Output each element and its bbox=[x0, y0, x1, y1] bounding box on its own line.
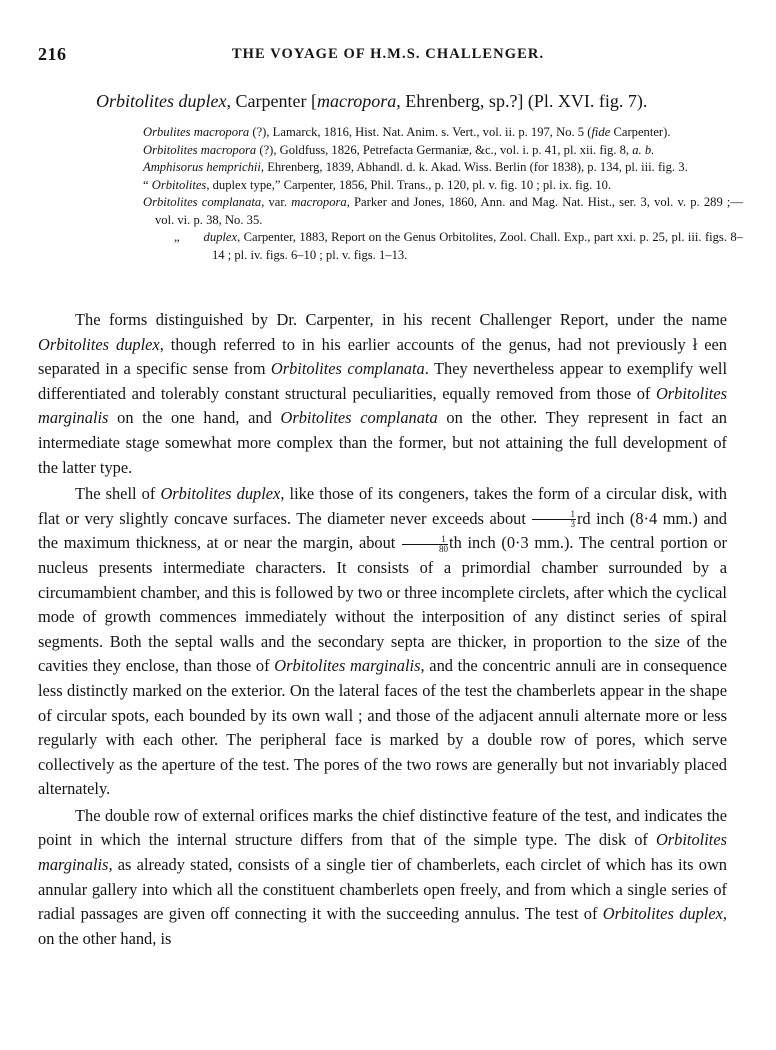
paragraph-2 bbox=[38, 482, 727, 802]
synonym-name: duplex bbox=[203, 230, 238, 244]
taxon-name: Orbitolites marginalis bbox=[38, 383, 727, 428]
ditto-mark: „ bbox=[174, 230, 180, 244]
page-number: 216 bbox=[38, 44, 67, 64]
paragraph-1 bbox=[38, 308, 727, 480]
fraction-denominator: 80 bbox=[439, 544, 449, 555]
synonymy-list bbox=[143, 124, 743, 264]
taxon-name: Orbitolites complanata bbox=[270, 359, 425, 379]
synonym-citation-end: Carpenter). bbox=[610, 125, 671, 139]
text-run: , as already stated, consists of a single tier of chamberlets, each circlet of which has its own annular gallery into which all the constituent chamberlets open freely, and from which a single series of radial passages are given off connecting it with the succeeding annulus. The test of bbox=[38, 855, 727, 924]
synonym-citation: , Carpenter, 1883, Report on the Genus Orbitolites, Zool. Chall. Exp., part xxi. p. 25, pl. iii. figs. 8–14 ; pl. iv. figs. 6–10 ; pl. v. figs. 1–13. bbox=[212, 230, 743, 262]
text-run: th inch (0·3 mm.). The central portion or nucleus presents intermediate characters. It consists of a primordial chamber surrounded by a circumambient chamber, and this is followed by two or three incomplete circlets, after which the cyclical mode of growth commences immediately without the interposition of any distinct series of spiral segments. Both the septal walls and the secondary septa are thicker, in proportion to the size of the cavities they enclose, than those of bbox=[38, 533, 727, 676]
synonymy-entry bbox=[143, 124, 743, 142]
synonymy-entry bbox=[143, 194, 743, 229]
synonym-citation: (?), Lamarck, 1816, Hist. Nat. Anim. s. Vert., vol. ii. p. 197, No. 5 ( bbox=[249, 125, 592, 139]
text-run: The forms distinguished by Dr. Carpenter, in his recent Challenger Report, under the name bbox=[75, 310, 727, 329]
fraction-denominator: 3 bbox=[570, 519, 575, 530]
taxon-name: Orbitolites duplex bbox=[602, 904, 723, 924]
running-head bbox=[38, 44, 738, 66]
synonym-fide: fide bbox=[591, 125, 611, 139]
text-run: on the one hand, and bbox=[108, 408, 281, 428]
synonym-citation: , Ehrenberg, 1839, Abhandl. d. k. Akad. Wiss. Berlin (for 1838), p. 134, pl. iii. fig. 3. bbox=[260, 160, 688, 174]
taxon-name: Orbitolites complanata bbox=[280, 408, 438, 428]
text-run: . They nevertheless appear to exemplify well differentiated and tolerably constant structural peculiarities, equally removed from those of bbox=[38, 359, 727, 403]
species-name: Orbitolites duplex bbox=[96, 91, 227, 111]
fraction-one-eightieth bbox=[402, 535, 448, 554]
synonym-name: Orbitolites bbox=[151, 177, 207, 192]
text-run: on the other. They represent in fact an intermediate stage somewhat more complex than the former, but not attaining the full development of the latter type. bbox=[38, 408, 727, 477]
synonym-citation: (?), Goldfuss, 1826, Petrefacta Germaniæ, &c., vol. i. p. 41, pl. xii. fig. 8, bbox=[256, 142, 633, 157]
synonym-name: Orbitolites complanata bbox=[143, 195, 262, 209]
synonymy-entry bbox=[143, 142, 743, 160]
synonym-name: Orbulites macropora bbox=[143, 125, 250, 139]
text-run: The shell of bbox=[75, 484, 161, 504]
synonymy-entry bbox=[143, 229, 743, 264]
taxon-name: Orbitolites duplex bbox=[38, 334, 160, 354]
text-run: , like those of its congeners, takes the form of a circular disk, with flat or very slightly concave surfaces. The diameter never exceeds about bbox=[38, 484, 727, 528]
synonym-variety: macropora bbox=[291, 195, 347, 209]
synonym-name: Amphisorus hemprichii bbox=[143, 160, 261, 174]
fraction-numerator: 1 bbox=[532, 510, 576, 520]
synonym-open-quote: “ bbox=[143, 177, 152, 192]
text-run: The double row of external orifices marks the chief distinctive feature of the test, and indicates the point in which the internal structure differs from that of the simple type. The disk of bbox=[38, 805, 727, 850]
synonym-figure-letters: a. b. bbox=[632, 142, 655, 157]
taxon-name: Orbitolites duplex bbox=[160, 484, 281, 504]
text-run: , though referred to in his earlier accounts of the genus, had not previously ł een separated in a specific sense from bbox=[38, 334, 727, 379]
species-author-pre: , Carpenter [ bbox=[226, 91, 317, 111]
synonym-citation: , var. bbox=[261, 195, 292, 209]
synonym-citation: , duplex type,” Carpenter, 1856, Phil. Trans., p. 120, pl. v. fig. 10 ; pl. ix. fig. 10. bbox=[206, 177, 612, 192]
taxon-name: Orbitolites marginalis bbox=[38, 830, 727, 875]
species-synonym: macropora bbox=[316, 91, 397, 111]
synonym-citation-end: , Parker and Jones, 1860, Ann. and Mag. Nat. Hist., ser. 3, vol. v. p. 289 ;—vol. vi. p. 38, No. 35. bbox=[155, 195, 744, 227]
paragraph-3 bbox=[38, 804, 727, 952]
fraction-one-third bbox=[532, 510, 576, 529]
species-heading bbox=[96, 91, 736, 112]
taxon-name: Orbitolites marginalis bbox=[274, 656, 421, 676]
text-run: rd inch (8·4 mm.) and the maximum thickness, at or near the margin, about bbox=[38, 508, 727, 553]
synonymy-entry bbox=[143, 159, 743, 177]
species-author-post: , Ehrenberg, sp.?] (Pl. XVI. fig. 7). bbox=[396, 91, 648, 111]
fraction-numerator: 1 bbox=[402, 535, 448, 545]
text-run: , on the other hand, is bbox=[38, 904, 727, 948]
body-text bbox=[38, 308, 727, 953]
synonymy-entry bbox=[143, 177, 743, 195]
synonym-name: Orbitolites macropora bbox=[143, 142, 257, 157]
running-title: THE VOYAGE OF H.M.S. CHALLENGER. bbox=[231, 46, 545, 62]
text-run: , and the concentric annuli are in consequence less distinctly marked on the exterior. On the lateral faces of the test the chamberlets appear in the shape of circular spots, each bounded by its own wall ; and those of the adjacent annuli alternate more or less regularly with each other. The peripheral face is marked by a double row of pores, which serve collectively as the aperture of the test. The pores of the two rows are generally but not invariably placed alternately. bbox=[38, 656, 727, 799]
